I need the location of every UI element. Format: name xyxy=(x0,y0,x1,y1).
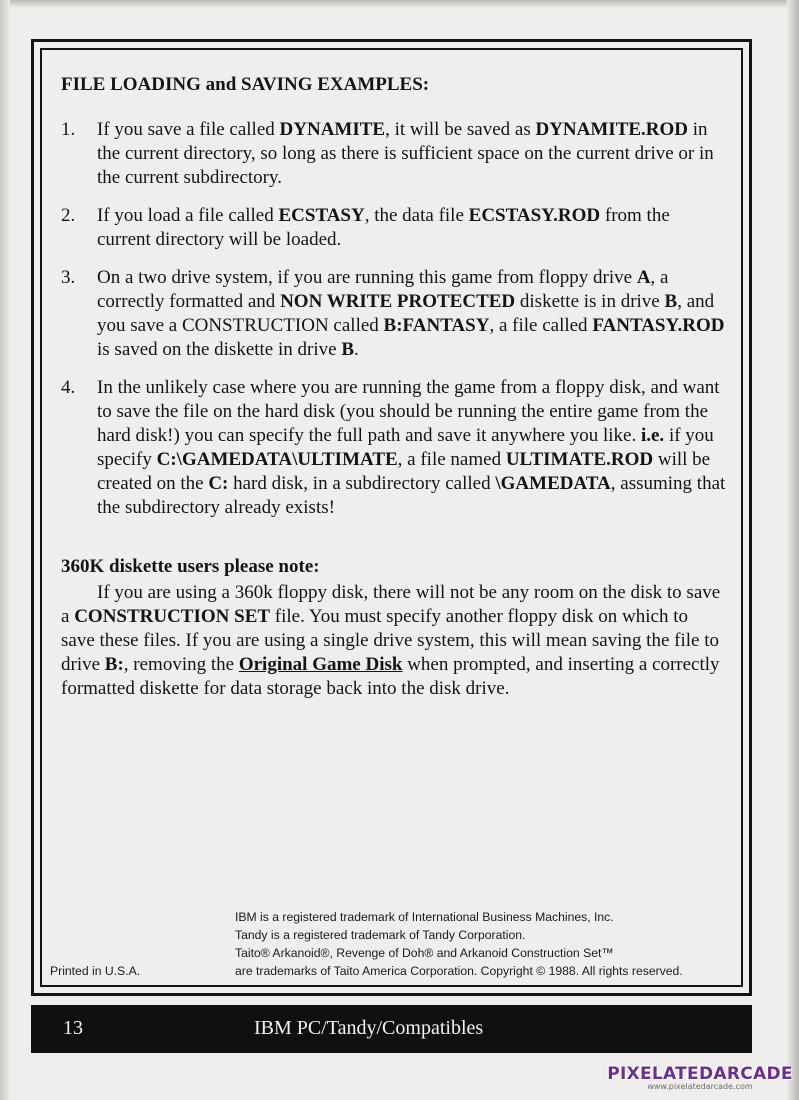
text-run: is saved on the diskette in drive xyxy=(97,339,342,360)
trademark-line: Tandy is a registered trademark of Tandy Corporation. xyxy=(235,928,526,942)
text-run: . xyxy=(354,339,359,360)
trademark-line: IBM is a registered trademark of International Business Machines, Inc. xyxy=(235,910,614,924)
bold-text: B:FANTASY xyxy=(383,315,490,336)
text-run: , removing the xyxy=(123,654,239,675)
text-run: , and you save a CONSTRUCTION called xyxy=(97,291,715,336)
watermark-main: PIXELATEDARCADE xyxy=(607,1064,793,1084)
examples-list xyxy=(61,118,726,520)
page-edge-right xyxy=(787,0,799,1100)
example-item xyxy=(61,376,726,520)
text-run: If you load a file called xyxy=(97,205,279,226)
example-number: 4. xyxy=(61,377,76,398)
bold-text: ECSTASY xyxy=(278,205,365,226)
section-heading: FILE LOADING and SAVING EXAMPLES: xyxy=(61,74,430,95)
watermark-url: www.pixelatedarcade.com xyxy=(647,1082,753,1091)
note-body xyxy=(61,581,726,701)
bold-text: ULTIMATE.ROD xyxy=(505,449,654,470)
bold-text: CONSTRUCTION SET xyxy=(74,606,271,627)
text-run: , the data file xyxy=(364,205,469,226)
text-run: file. You must specify another floppy disk on which to save these files. If you are using a single drive system, this will mean saving the file to drive xyxy=(61,606,719,675)
bold-text: i.e. xyxy=(640,425,665,446)
footer-bar xyxy=(31,1005,752,1053)
page-number: 13 xyxy=(63,1017,83,1039)
page-edge-left xyxy=(0,0,10,1100)
text-run: If you save a file called xyxy=(97,119,280,140)
text-run: If you are using a 360k floppy disk, there will not be any room on the disk to save a xyxy=(61,582,721,627)
text-run: , assuming that the subdirectory already exists! xyxy=(97,473,726,518)
main-content xyxy=(61,73,726,701)
bold-text: A xyxy=(636,267,651,288)
page-edge-top xyxy=(0,0,799,8)
bold-text: B: xyxy=(104,654,124,675)
text-run: in the current directory, so long as there is sufficient space on the current drive or in the current subdirectory. xyxy=(97,119,714,188)
bold-text: C:\GAMEDATA\ULTIMATE xyxy=(156,449,398,470)
trademark-notice xyxy=(235,908,755,980)
text-run: if you specify xyxy=(97,425,714,470)
text-run: hard disk, in a subdirectory called xyxy=(228,473,496,494)
bold-text: DYNAMITE xyxy=(279,119,386,140)
bold-text: ECSTASY.ROD xyxy=(468,205,601,226)
text-run: On a two drive system, if you are running this game from floppy drive xyxy=(97,267,637,288)
example-number: 3. xyxy=(61,267,76,288)
watermark-logo xyxy=(600,1064,799,1091)
bold-text: FANTASY.ROD xyxy=(592,315,725,336)
text-run: , a file called xyxy=(489,315,593,336)
text-run: , a file named xyxy=(397,449,506,470)
note-heading: 360K diskette users please note: xyxy=(61,556,320,577)
example-number: 2. xyxy=(61,205,76,226)
example-text xyxy=(97,205,670,250)
bold-text: B xyxy=(341,339,354,360)
text-run: , a correctly formatted and xyxy=(97,267,669,312)
example-number: 1. xyxy=(61,119,76,140)
printed-in: Printed in U.S.A. xyxy=(50,964,141,978)
bold-text: NON WRITE PROTECTED xyxy=(280,291,516,312)
example-text xyxy=(97,377,725,518)
text-run: , it will be saved as xyxy=(385,119,536,140)
example-text xyxy=(97,119,714,188)
footer-title: IBM PC/Tandy/Compatibles xyxy=(254,1017,484,1039)
text-run: will be created on the xyxy=(97,449,711,494)
trademark-line: are trademarks of Taito America Corporation. Copyright © 1988. All rights reserved. xyxy=(235,964,683,978)
bold-text: B xyxy=(664,291,678,312)
bold-text: C: xyxy=(208,473,229,494)
underlined-text: Original Game Disk xyxy=(238,654,403,675)
bold-text: \GAMEDATA xyxy=(495,473,611,494)
text-run: diskette is in drive xyxy=(515,291,665,312)
trademark-line: Taito® Arkanoid®, Revenge of Doh® and Arkanoid Construction Set™ xyxy=(235,946,614,960)
text-run: when prompted, and inserting a correctly formatted diskette for data storage back into the disk drive. xyxy=(61,654,720,699)
text-run: In the unlikely case where you are running the game from a floppy disk, and want to save the file on the hard disk (you should be running the entire game from the hard disk!) you can specify the full path and save it anywhere you like. xyxy=(97,377,720,446)
example-item xyxy=(61,266,726,362)
example-item xyxy=(61,204,726,252)
bold-text: DYNAMITE.ROD xyxy=(535,119,689,140)
example-item xyxy=(61,118,726,190)
text-run: from the current directory will be loaded. xyxy=(97,205,670,250)
example-text xyxy=(97,267,724,360)
